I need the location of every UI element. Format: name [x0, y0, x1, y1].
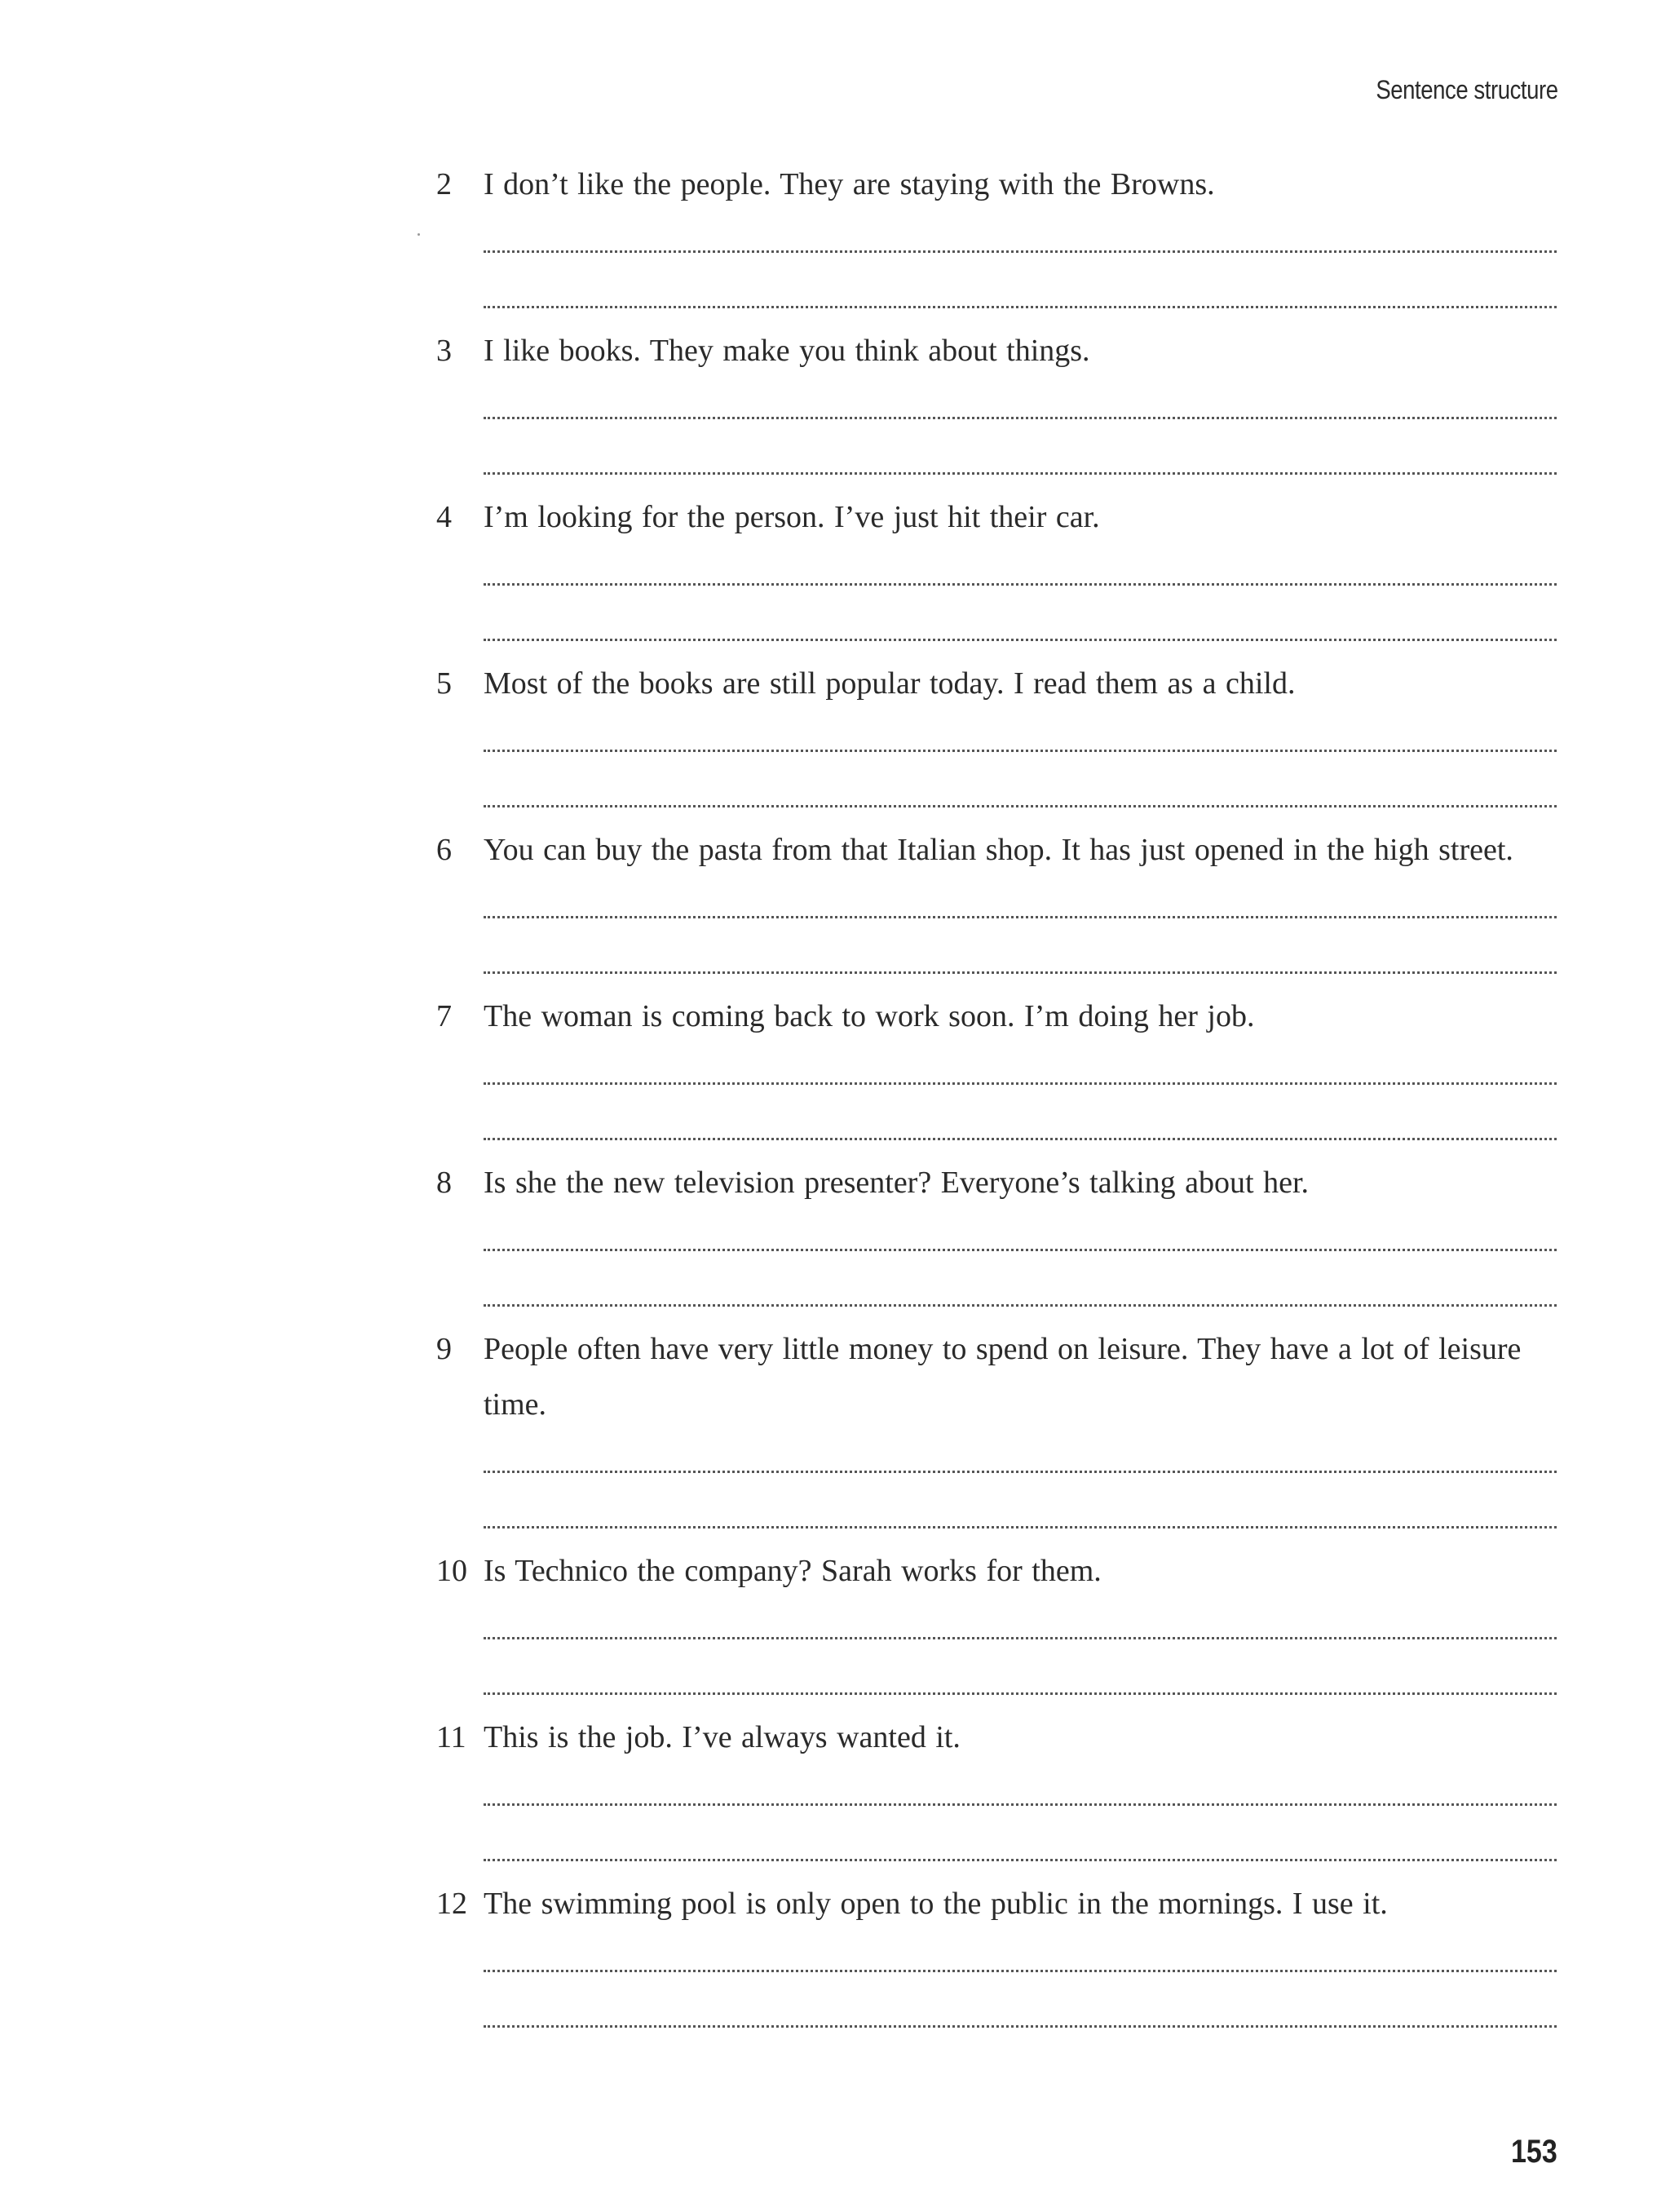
answer-line[interactable]	[484, 1931, 1557, 1987]
item-prompt: You can buy the pasta from that Italian shop. It has just opened in the high street.	[484, 833, 1513, 867]
answer-line[interactable]	[484, 933, 1557, 989]
answer-line[interactable]	[484, 878, 1557, 933]
answer-line[interactable]	[484, 434, 1557, 489]
item-prompt: The swimming pool is only open to the public in the mornings. I use it.	[484, 1887, 1388, 1921]
item-prompt: This is the job. I’ve always wanted it.	[484, 1720, 961, 1754]
item-number: 9	[436, 1332, 452, 1366]
item-prompt: I don’t like the people. They are staying with the Browns.	[484, 167, 1215, 201]
item-prompt: Is she the new television presenter? Everyone’s talking about her.	[484, 1166, 1310, 1200]
item-prompt: I’m looking for the person. I’ve just hit their car.	[484, 500, 1100, 534]
item-number: 11	[436, 1720, 466, 1754]
item-prompt: Most of the books are still popular today. I read them as a child.	[484, 666, 1296, 701]
running-header: Sentence structure	[1376, 75, 1558, 104]
item-prompt: Is Technico the company? Sarah works for them.	[484, 1554, 1102, 1588]
item-number: 4	[436, 500, 452, 534]
exercise-item	[436, 1710, 1557, 1876]
answer-line[interactable]	[484, 600, 1557, 656]
exercise-item	[436, 822, 1557, 989]
exercise-item	[436, 1543, 1557, 1710]
exercise-item	[436, 656, 1557, 822]
item-number: 8	[436, 1166, 452, 1200]
item-number: 5	[436, 666, 452, 701]
item-number: 7	[436, 999, 452, 1033]
item-number: 6	[436, 833, 452, 867]
exercise-item	[436, 1876, 1557, 2042]
answer-line[interactable]	[484, 1210, 1557, 1266]
answer-line[interactable]	[484, 1765, 1557, 1820]
answer-line[interactable]	[484, 1432, 1557, 1488]
exercise-item	[436, 157, 1557, 323]
item-prompt: People often have very little money to spend on leisure. They have a lot of leisure time.	[484, 1332, 1522, 1422]
scan-speck	[418, 233, 420, 236]
exercise-item	[436, 1321, 1557, 1543]
page-number: 153	[1511, 2134, 1557, 2170]
exercise-item	[436, 989, 1557, 1155]
item-number: 2	[436, 167, 452, 201]
answer-line[interactable]	[484, 1099, 1557, 1155]
item-prompt: The woman is coming back to work soon. I’m doing her job.	[484, 999, 1255, 1033]
item-number: 3	[436, 334, 452, 368]
item-number: 10	[436, 1554, 467, 1588]
answer-line[interactable]	[484, 1654, 1557, 1710]
item-number: 12	[436, 1887, 467, 1921]
exercise-list	[436, 157, 1557, 2042]
answer-line[interactable]	[484, 1488, 1557, 1543]
item-prompt: I like books. They make you think about things.	[484, 334, 1090, 368]
exercise-item	[436, 1155, 1557, 1321]
answer-line[interactable]	[484, 268, 1557, 323]
answer-line[interactable]	[484, 212, 1557, 268]
answer-line[interactable]	[484, 711, 1557, 767]
answer-line[interactable]	[484, 545, 1557, 600]
answer-line[interactable]	[484, 1987, 1557, 2042]
exercise-item	[436, 489, 1557, 656]
answer-line[interactable]	[484, 1044, 1557, 1099]
answer-line[interactable]	[484, 767, 1557, 822]
answer-line[interactable]	[484, 1599, 1557, 1654]
answer-line[interactable]	[484, 1266, 1557, 1321]
answer-line[interactable]	[484, 378, 1557, 434]
exercise-item	[436, 323, 1557, 489]
answer-line[interactable]	[484, 1820, 1557, 1876]
